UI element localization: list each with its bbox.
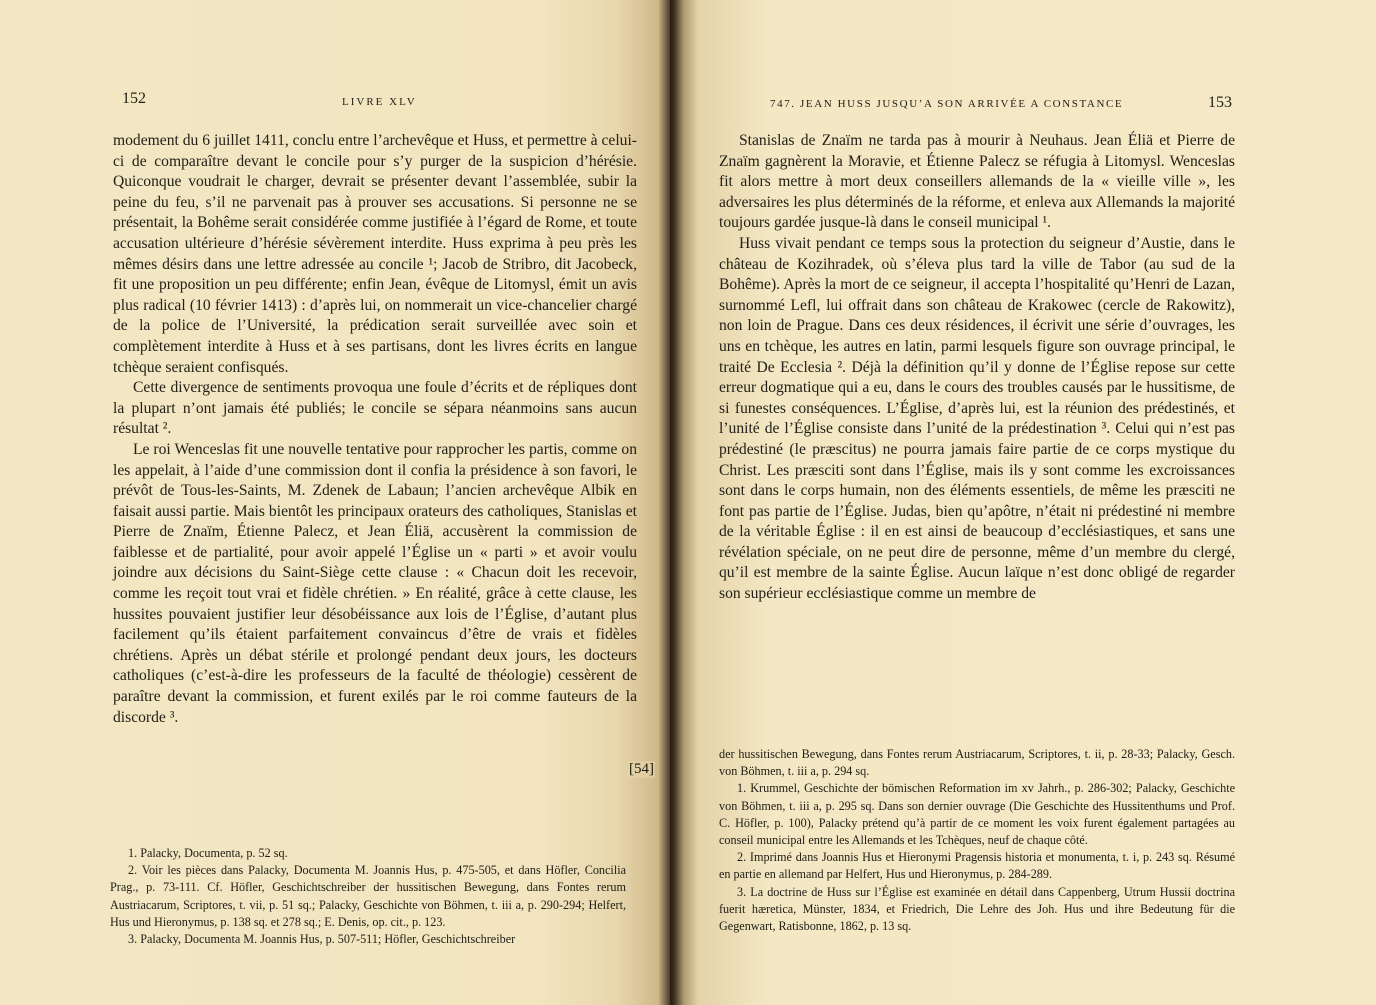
footnote: 2. Imprimé dans Joannis Hus et Hieronymi Pragensis historia et monumenta, t. i, p. 243 sq. Résumé en partie en allemand par Helfert, Hus und Hieronymus, p. 284-289.: [719, 850, 1235, 882]
body-text: [719, 131, 1235, 605]
page-number: 153: [1208, 94, 1232, 111]
paragraph: Cette divergence de sentiments provoqua une foule d’écrits et de répliques dont la plupart n’ont jamais été publiés; le concile se sépara néanmoins sans aucun résultat ².: [113, 379, 637, 438]
paragraph: Stanislas de Znaïm ne tarda pas à mourir à Neuhaus. Jean Éliä et Pierre de Znaïm gagnèrent la Moravie, et Étienne Palecz se réfugia à Litomysl. Wenceslas fit alors mettre à mort deux conseillers allemands de la « vieille ville », les adversaires les plus déterminés de la réforme, et enleva aux Allemands la majorité toujours gardée jusque-là dans le conseil municipal ¹.: [719, 132, 1235, 232]
footnotes: [110, 845, 626, 948]
footnote: 1. Krummel, Geschichte der bömischen Reformation im xv Jahrh., p. 286-302; Palacky, Geschichte von Böhmen, t. iii a, p. 295 sq. Dans son dernier ouvrage (Die Geschichte des Hussitenthums und Prof. C. Höfler, p. 100), Palacky prétend qu’à partir de ce moment les voix furent également partagées au conseil municipal entre les Allemands et les Tchèques, neuf de chaque côté.: [719, 781, 1235, 848]
margin-marker: [54]: [629, 761, 654, 777]
left-page: [0, 0, 670, 1005]
paragraph: Le roi Wenceslas fit une nouvelle tentative pour rapprocher les partis, comme on les appelait, à l’aide d’une commission dont il confia la présidence à son favori, le prévôt de Tous-les-Saints, M. Zdenek de Labaun; l’ancien archevêque Albik en faisait aussi partie. Mais bientôt les principaux orateurs des catholiques, Stanislas et Pierre de Znaïm, Étienne Palecz, et Jean Éliä, accusèrent la commission de faiblesse et de partialité, pour avoir appelé l’Église un « parti » et avoir voulu joindre aux décisions du Saint-Siège cette clause : « Chacun doit les recevoir, comme les reçoit tout vrai et fidèle chrétien. » En réalité, grâce à cette clause, les hussites pouvaient justifier leur désobéissance aux lois de l’Église, d’autant plus facilement qu’ils étaient parfaitement convaincus d’être de vrais et fidèles chrétiens. Après un débat stérile et prolongé pendant deux jours, les docteurs catholiques (c’est-à-dire les professeurs de la faculté de théologie) cessèrent de paraître devant la commission, et furent exilés par le roi comme fauteurs de la discorde ³.: [113, 440, 637, 726]
page-number: 152: [122, 90, 146, 107]
body-text: [113, 131, 637, 728]
running-head: LIVRE XLV: [342, 96, 417, 108]
running-head: 747. JEAN HUSS JUSQU’A SON ARRIVÉE A CONSTANCE: [770, 98, 1124, 110]
paragraph: modement du 6 juillet 1411, conclu entre l’archevêque et Huss, et permettre à celui-ci de comparaître devant le concile pour s’y purger de la suspicion d’hérésie. Quiconque voudrait le charger, devrait se présenter devant l’assemblée, subir la peine du feu, s’il ne parvenait pas à prouver ses accusations. Si personne ne se présentait, la Bohême serait considérée comme justifiée à l’égard de Rome, et toute accusation ultérieure d’hérésie sévèrement interdite. Huss exprima à peu près les mêmes désirs dans une lettre adressée au concile ¹; Jacob de Stribro, dit Jacobeck, fit une proposition un peu différente; enfin Jean, évêque de Litomysl, émit un avis plus radical (10 février 1413) : d’après lui, on nommerait un vice-chancelier chargé de la police de l’Université, la prédication serait surveillée avec soin et complètement interdite à Huss et à ses partisans, dont les livres écrits en langue tchèque seraient confisqués.: [113, 132, 637, 376]
right-page: [670, 0, 1376, 1005]
footnote: der hussitischen Bewegung, dans Fontes rerum Austriacarum, Scriptores, t. ii, p. 28-33; Palacky, Gesch. von Böhmen, t. iii a, p. 294 sq.: [719, 747, 1235, 779]
footnotes: [719, 746, 1235, 935]
paragraph: Huss vivait pendant ce temps sous la protection du seigneur d’Austie, dans le château de Kozihradek, où s’éleva plus tard la ville de Tabor (au sud de la Bohême). Après la mort de ce seigneur, il accepta l’hospitalité qu’Henri de Lazan, surnommé Lefl, lui offrait dans son château de Krakowec (cercle de Rakowitz), non loin de Prague. Dans ces deux résidences, il écrivit une série d’ouvrages, les uns en tchèque, les autres en latin, parmi lesquels figure son ouvrage principal, le traité De Ecclesia ². Déjà la définition qu’il y donne de l’Église repose sur cette erreur dogmatique qui a eu, dans le cours des troubles causés par le hussitisme, de si funestes conséquences. L’Église, d’après lui, est la réunion des prédestinés, et l’unité de l’Église consiste dans l’unité de la prédestination ³. Celui qui n’est pas prédestiné (le præscitus) ne pourra jamais faire partie de ce corps mystique du Christ. Les præsciti sont dans l’Église, mais ils y sont comme les excroissances sont dans le corps humain, non des éléments essentiels, de même les præsciti ne font pas partie de l’Église. Judas, bien qu’apôtre, n’était ni prédestiné ni membre de la véritable Église : il en est ainsi de beaucoup d’ecclésiastiques, et sans une révélation spéciale, on ne peut dire de personne, même d’un membre du clergé, qu’il est membre de la sainte Église. Aucun laïque n’est donc obligé de regarder son supérieur ecclésiastique comme un membre de: [719, 234, 1235, 603]
footnote: 3. Palacky, Documenta M. Joannis Hus, p. 507-511; Höfler, Geschichtschreiber: [128, 932, 516, 947]
footnote: 1. Palacky, Documenta, p. 52 sq.: [128, 846, 288, 860]
footnote: 3. La doctrine de Huss sur l’Église est examinée en détail dans Cappenberg, Utrum Hussii doctrina fuerit hæretica, Münster, 1834, et Friedrich, Die Lehre des Joh. Hus und ihre Bedeutung für die Gegenwart, Ratisbonne, 1862, p. 13 sq.: [719, 884, 1235, 934]
footnote: 2. Voir les pièces dans Palacky, Documenta M. Joannis Hus, p. 475-505, et dans Höfler, Concilia Prag., p. 73-111. Cf. Höfler, Geschichtschreiber der hussitischen Bewegung, dans Fontes rerum Austriacarum, Scriptores, t. vii, p. 51 sq.; Palacky, Geschichte von Böhmen, t. iii a, p. 290-294; Helfert, Hus und Hieronymus, p. 138 sq. et 278 sq.; E. Denis, op. cit., p. 123.: [110, 863, 626, 929]
